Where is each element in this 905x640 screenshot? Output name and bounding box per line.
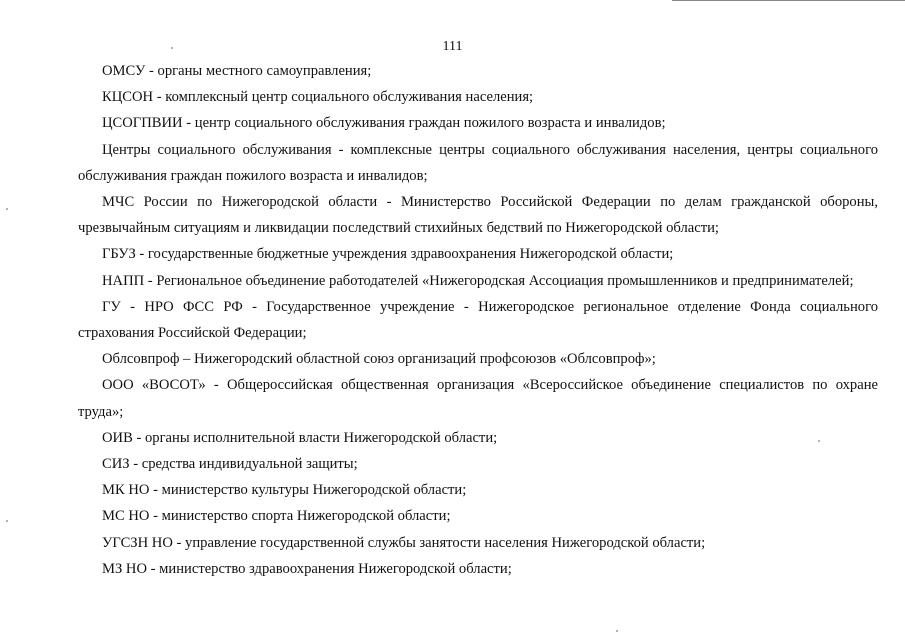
abbreviation-entry-gu-nro-fss: ГУ - НРО ФСС РФ - Государственное учреждение - Нижегородское региональное отделение Фонда социального страхования Российской Федерации; [78,298,878,342]
abbreviation-entry-mchs: МЧС России по Нижегородской области - Министерство Российской Федерации по делам гражданской обороны, чрезвычайным ситуациям и ликвидации последствий стихийных бедствий по Нижегородской области; [78,194,878,237]
abbreviation-entry-gbuz: ГБУЗ - государственные бюджетные учреждения здравоохранения Нижегородской области; [102,246,674,263]
abbreviation-entry-oiv: ОИВ - органы исполнительной власти Нижегородской области; [102,429,498,446]
scan-speck [171,47,173,49]
abbreviation-list [78,58,878,582]
abbreviation-entry-csogpvii: ЦСОГПВИИ - центр социального обслуживания граждан пожилого возраста и инвалидов; [102,115,666,132]
abbreviation-entry-mz-no: МЗ НО - министерство здравоохранения Нижегородской области; [102,560,512,577]
abbreviation-entry-oblsovprof: Облсовпроф – Нижегородский областной союз организаций профсоюзов «Облсовпроф»; [102,351,656,368]
page-number: 111 [442,39,463,54]
abbreviation-entry-omsu: ОМСУ - органы местного самоуправления; [102,63,372,79]
top-edge-rule [672,0,905,1]
abbreviation-entry-ugszn-no: УГСЗН НО - управление государственной службы занятости населения Нижегородской области; [102,534,706,551]
abbreviation-entry-siz: СИЗ - средства индивидуальной защиты; [102,456,358,473]
abbreviation-entry-vosot: ООО «ВОСОТ» - Общероссийская общественная организация «Всероссийское объединение специалистов по охране труда»; [78,377,878,420]
abbreviation-entry-kcson: КЦСОН - комплексный центр социального обслуживания населения; [102,89,534,106]
abbreviation-entry-mk-no: МК НО - министерство культуры Нижегородской области; [102,482,467,499]
abbreviation-entry-social-centers: Центры социального обслуживания - комплексные центры социального обслуживания населения, центры социального обслуживания граждан пожилого возраста и инвалидов; [78,141,878,184]
scan-speck [6,520,8,522]
scan-speck [818,440,820,442]
abbreviation-entry-ms-no: МС НО - министерство спорта Нижегородской области; [102,508,451,525]
scan-speck [616,630,618,632]
scan-speck [6,208,8,210]
abbreviation-entry-napp: НАПП - Региональное объединение работодателей «Нижегородская Ассоциация промышленников и предпринимателей; [102,272,854,289]
